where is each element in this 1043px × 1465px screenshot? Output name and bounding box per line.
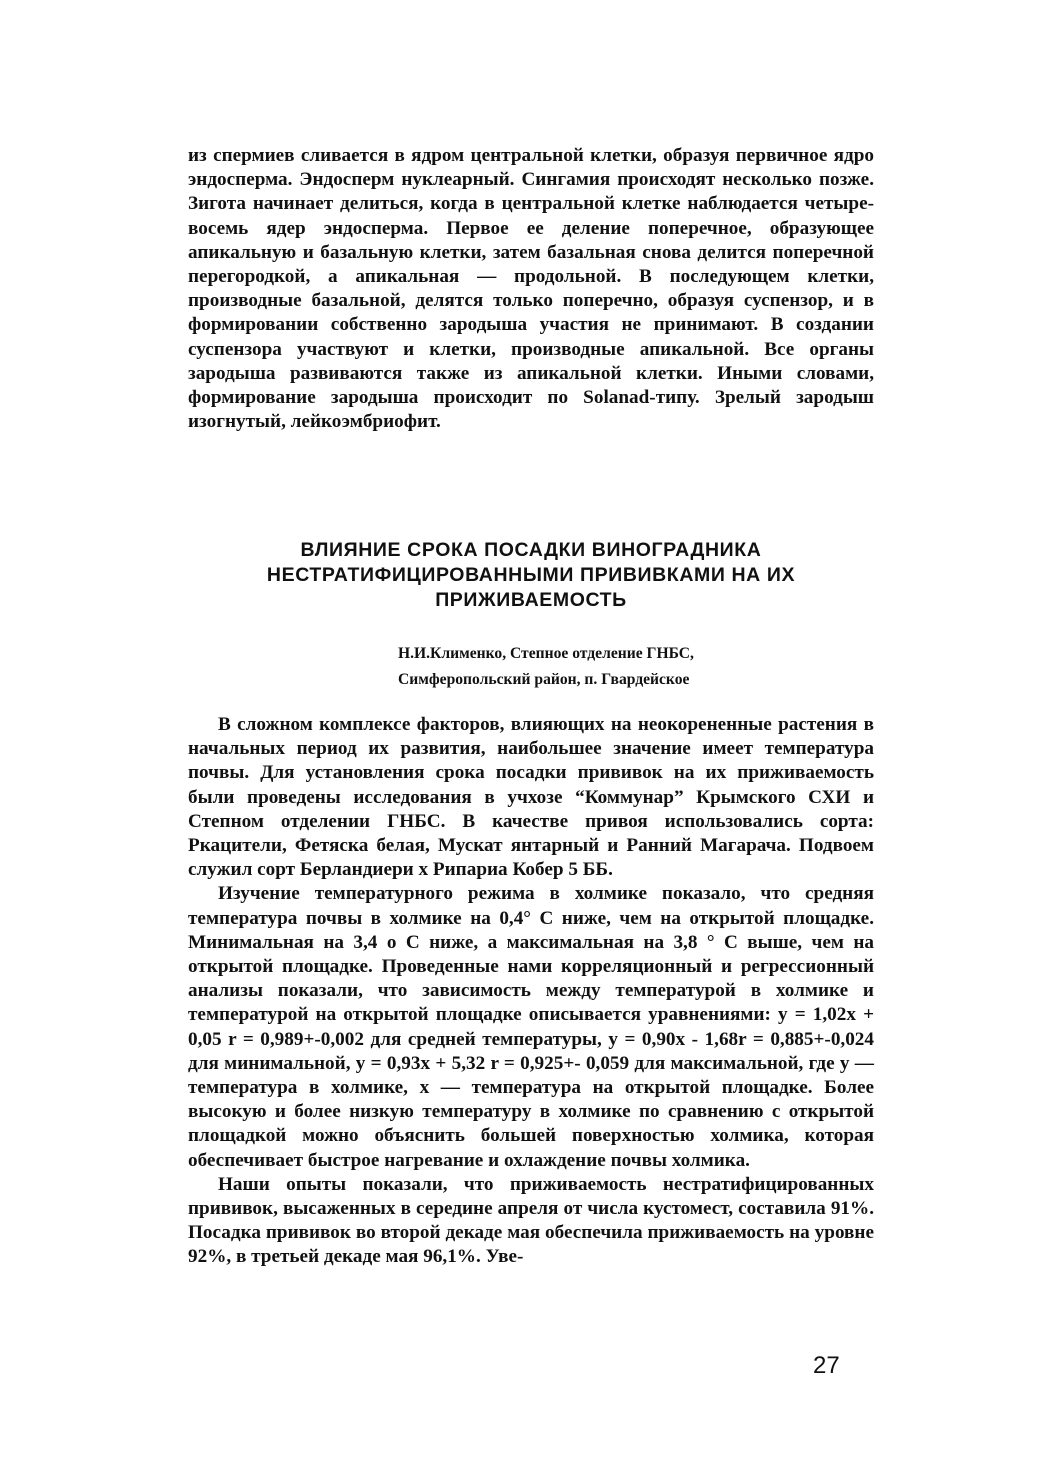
continued-paragraph-text: из спермиев сливается в ядром центральной клетки, образуя первичное ядро эндосперма. Эндосперм нуклеарный. Сингамия происходят несколько позже. Зигота начинает делиться, когда в центральной клетке наблюдается четыре-восемь ядер эндосперма. Первое ее деление поперечное, образующее апикальную и базальную клетки, затем базальная снова делится поперечной перегородкой, а апикальная — продольной. В последующем клетки, производные базальной, делятся только поперечно, образуя суспензор, и в формировании собственно зародыша участия не принимают. В создании суспензора участвуют и клетки, производные апикальной. Все органы зародыша развиваются также из апикальной клетки. Иными словами, формирование зародыша происходит по Solanad-типу. Зрелый зародыш изогнутый, лейкоэмбриофит.	[188, 145, 874, 433]
body-paragraph-2: Изучение температурного режима в холмике показало, что средняя температура почвы в холмике на 0,4° С ниже, чем на открытой площадке. Минимальная на 3,4 о С ниже, а максимальная на 3,8 ° С выше, чем на открытой площадке. Проведенные нами корреляционный и регрессионный анализы показали, что зависимость между температурой в холмике и температурой на открытой площадке описывается уравнениями: у = 1,02х + 0,05 r = 0,989+-0,002 для средней температуры, у = 0,90х - 1,68r = 0,885+-0,024 для минимальной, у = 0,93х + 5,32 r = 0,925+- 0,059 для максимальной, где у — температура в холмике, х — температура на открытой площадке. Более высокую и более низкую температуру в холмике по сравнению с открытой площадкой можно объяснить большей поверхностью холмика, которая обеспечивает быстрое нагревание и охлаждение почвы холмика.	[188, 883, 874, 1171]
author-location: Симферопольский район, п. Гвардейское	[398, 671, 690, 688]
article-title: ВЛИЯНИЕ СРОКА ПОСАДКИ ВИНОГРАДНИКА НЕСТРАТИФИЦИРОВАННЫМИ ПРИВИВКАМИ НА ИХ ПРИЖИВАЕМОСТЬ	[266, 539, 796, 611]
author-affiliation: Н.И.Клименко, Степное отделение ГНБС,	[398, 645, 694, 662]
body-paragraph-3: Наши опыты показали, что приживаемость нестратифицированных прививок, высаженных в середине апреля от числа кустомест, составила 91%. Посадка прививок во второй декаде мая обеспечила приживаемость на уровне 92%, в третьей декаде мая 96,1%. Уве-	[188, 1173, 874, 1268]
body-paragraph-1: В сложном комплексе факторов, влияющих на неокорененные растения в начальных период их развития, наибольшее значение имеет температура почвы. Для установления срока посадки прививок на их приживаемость были проведены исследования в учхозе “Коммунар” Крымского СХИ и Степном отделении ГНБС. В качестве привоя использовались сорта: Ркацители, Фетяска белая, Мускат янтарный и Ранний Магарача. Подвоем служил сорт Берландиери х Рипариа Кобер 5 ББ.	[188, 714, 874, 881]
article-body	[188, 713, 874, 1270]
page-number: 27	[813, 1352, 840, 1379]
author-byline	[398, 641, 874, 693]
continued-paragraph	[188, 144, 874, 434]
